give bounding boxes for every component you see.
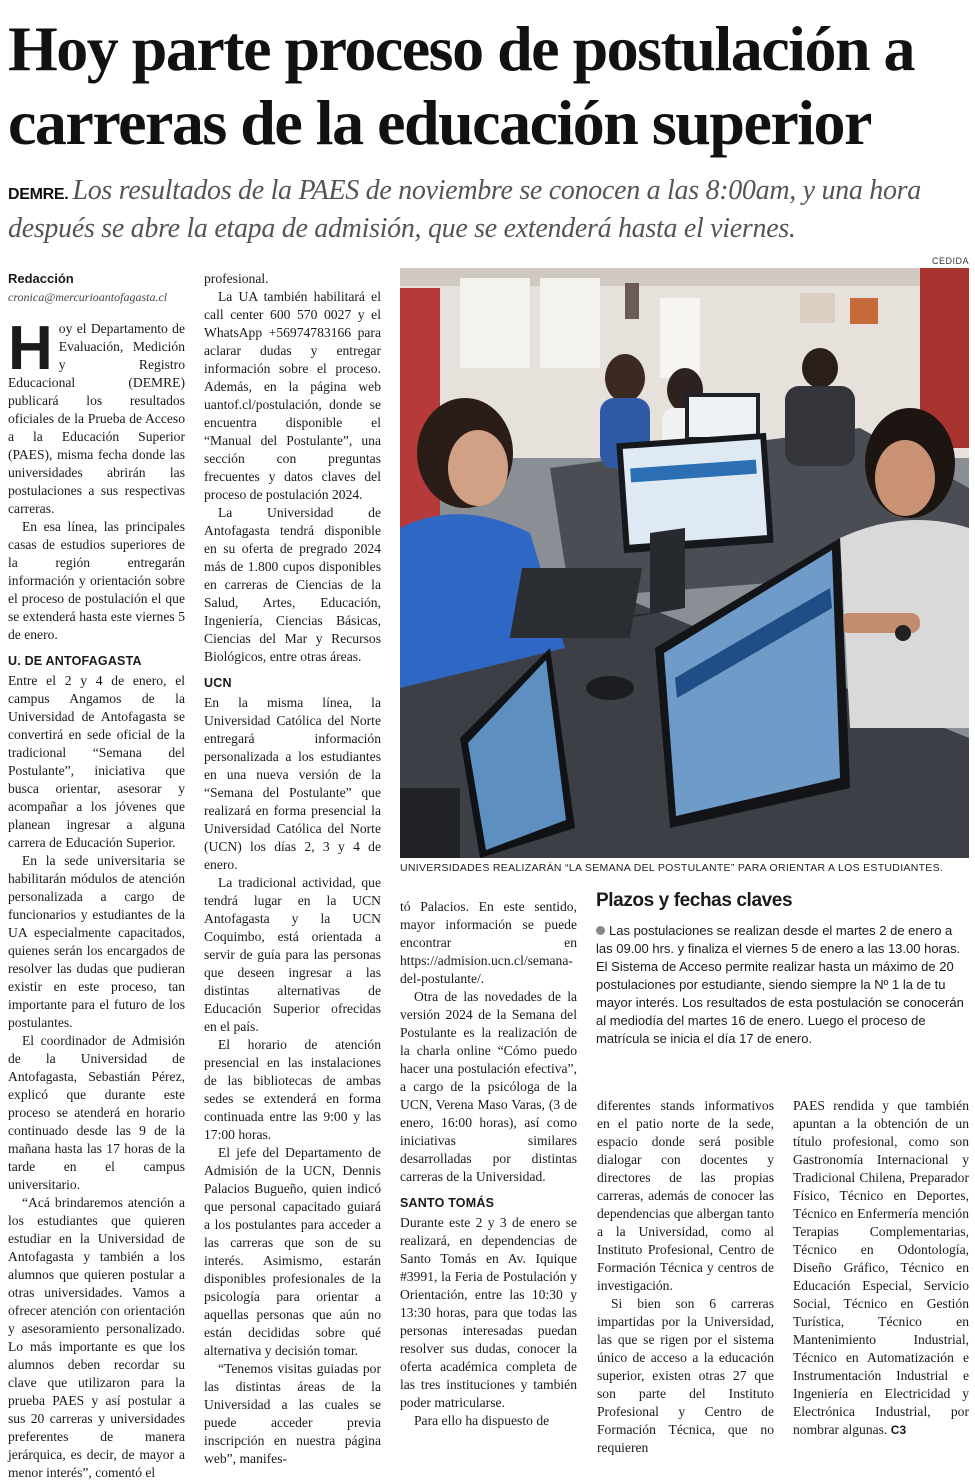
column-3 [400,898,577,1430]
byline-email: cronica@mercurioantofagasta.cl [8,290,168,304]
column-5 [793,1097,969,1439]
key-dates-box [596,890,966,1048]
lead-text: Los resultados de la PAES de noviembre se conocen a las 8:00am, y una hora después se abre la etapa de admisión, que se extenderá hasta el viernes. [8,175,921,244]
key-dates-title: Plazos y fechas claves [596,890,793,911]
article-paragraph: PAES rendida y que también apuntan a la obtención de un título profesional, como son Gastronomía Internacional y Tradicional Chilena, Preparador Físico, Técnico en Deportes, Técnico en Enfermería mención Terapias Complementarias, Técnico en Odontología, Diseño Gráfico, Técnico en Educación Especial, Servicio Social, Técnico en Gestión Turística, Técnico en Mantenimiento Industrial, Técnico en Automatización e Instrumentación Industrial e Ingeniería en Electricidad y Electrónica Industrial, por nombrar algunas. C3 [793,1098,969,1437]
photo-credit: CEDIDA [931,256,969,266]
lead-paragraph [8,174,968,246]
photo-caption: UNIVERSIDADES REALIZARÁN “LA SEMANA DEL POSTULANTE” PARA ORIENTAR A LOS ESTUDIANTES. [400,862,944,874]
article-paragraph: El coordinador de Admisión de la Universidad de Antofagasta, Sebastián Pérez, explicó que durante este proceso se atenderá en horario continuado desde las 9 de la mañana hasta las 17 horas de la tarde en el campus universitario. [8,1033,185,1192]
article-paragraph: El jefe del Departamento de Admisión de la UCN, Dennis Palacios Bugueño, quien indicó que personal capacitado guiará a los postulantes para acceder a las carreras que son de su interés. Asimismo, estarán disponibles profesionales de la psicología para orientar a aquellas personas que aún no están decididas sobre qué alternativa y decisión tomar. [204,1145,381,1358]
byline-author: Redacción [8,271,74,286]
article-paragraph: Para ello ha dispuesto de [414,1413,550,1428]
column-4 [597,1097,774,1457]
drop-cap: H [8,314,53,383]
article-paragraph: Si bien son 6 carreras impartidas por la Universidad, las que se rigen por el sistema único de acceso a la educación superior, existen otras 27 que son parte del Instituto Profesional y Centro de Formación Técnica, que no requieren [597,1296,774,1455]
lead-kicker: DEMRE. [8,186,69,203]
article-paragraph: La UA también habilitará el call center 600 570 0027 y el WhatsApp +56974783166 para aclarar dudas y entregar información sobre el proceso. Además, en la página web uantof.cl/postulación, donde se encuentra disponible el “Manual del Postulante”, una sección con preguntas frecuentes y datos claves del proceso de postulación 2024. [204,289,381,502]
article-photo [400,268,969,858]
article-paragraph: Entre el 2 y 4 de enero, el campus Angamos de la Universidad de Antofagasta se convertirá en sede oficial de la tradicional “Semana del Postulante”, iniciativa que busca orientar, asesorar y acompañar a los jóvenes que planean ingresar a alguna carrera de Educación Superior. [8,673,185,850]
headline: Hoy parte proceso de postulación a carreras de la educación superior [8,13,915,158]
article-paragraph: En la sede universitaria se habilitarán módulos de atención personalizada a cargo de funcionarios y estudiantes de la UA especialmente capacitados, quienes serán los encargados de resolver las dudas que pudieran existir en este proceso, tan importante para el futuro de los postulantes. [8,853,185,1030]
article-paragraph: “Tenemos visitas guiadas por las distintas áreas de la Universidad a las cuales se puede acceder previa inscripción en nuestra página web”, manifes- [204,1361,381,1466]
article-paragraph: tó Palacios. En este sentido, mayor información se puede encontrar en https://admision.ucn.cl/semana-del-postulante/. [400,899,577,986]
section-heading-ua: U. DE ANTOFAGASTA [8,654,142,668]
article-paragraph: Durante este 2 y 3 de enero se realizará, en dependencias de Santo Tomás en Av. Iquique #3991, la Feria de Postulación y Orientación, entre las 10:30 y 13:30 horas, para que todas las personas interesadas puedan resolver sus dudas, conocer la oferta académica completa de las tres instituciones y también poder matricularse. [400,1215,577,1410]
article-paragraph: profesional. [204,271,269,286]
key-dates-text: Las postulaciones se realizan desde el martes 2 de enero a las 09.00 hrs. y finaliza el viernes 5 de enero a las 13.00 horas. El Sistema de Acceso permite realizar hasta un máximo de 20 postulaciones por estudiante, siendo siempre la Nº 1 la de tu mayor interés. Los resultados de esta postulación se conocerán al mediodía del martes 16 de enero. Luego el proceso de matrícula se inicia el día 17 de enero. [596,923,964,1046]
article-paragraph: “Acá brindaremos atención a los estudiantes que quieren estudiar en la Universidad de Antofagasta y también a los alumnos que quieren postular a otras universidades. Vamos a ofrecer atención con orientación y asesoramiento personalizado. Lo más importante es que los alumnos deben recordar su clave que utilizaron para la prueba PAES y así postular a sus 20 carreras y universidades preferentes de manera jerárquica, es decir, de mayor a menor interés”, comentó el [8,1195,185,1480]
column-2 [204,270,381,1468]
bullet-icon [596,926,605,935]
column-1 [8,270,185,1482]
section-heading-santo-tomas: SANTO TOMÁS [400,1196,495,1210]
article-paragraph: Otra de las novedades de la versión 2024 de la Semana del Postulante es la realización de la charla online “Cómo puedo hacer una postulación efectiva”, a cargo de la psicóloga de la UCN, Verena Maso Varas, (3 de enero, 16:00 horas), así como iniciativas similares desarrolladas por distintas carreras de la Universidad. [400,989,577,1184]
article-paragraph: En esa línea, las principales casas de estudios superiores de la región entregarán información y orientación sobre el proceso de postulación el que se extenderá hasta este viernes 5 de enero. [8,519,185,642]
article-paragraph: La Universidad de Antofagasta tendrá disponible en su oferta de pregrado 2024 más de 1.800 cupos disponibles en carreras de Ciencias de la Salud, Artes, Educación, Ingeniería, Ciencias Básicas, Ciencias del Mar y Recursos Biológicos, entre otras áreas. [204,505,381,664]
article-paragraph: El horario de atención presencial en las instalaciones de las bibliotecas de ambas sedes se extenderá en forma continuada entre las 9:00 y las 17:00 horas. [204,1037,381,1142]
article-paragraph: Hoy el Departamento de Evaluación, Medición y Registro Educacional (DEMRE) publicará los resultados oficiales de la Prueba de Acceso a la Educación Superior (PAES), misma fecha donde las universidades abrirán las postulaciones a sus respectivas carreras. [8,314,185,516]
article-paragraph: La tradicional actividad, que tendrá lugar en la UCN Antofagasta y la UCN Coquimbo, está orientada a servir de guía para las personas que deseen ingresar a las distintas alternativas de Educación Superior ofrecidas en el país. [204,875,381,1034]
article-paragraph: diferentes stands informativos en el patio norte de la sede, espacio donde será posible dialogar con docentes y directores de las propias carreras, además de conocer las dependencias que albergan tanto a la Universidad, como al Instituto Profesional, Centro de Formación Técnica y centros de investigación. [597,1098,774,1293]
article-paragraph: En la misma línea, la Universidad Católica del Norte entregará información personalizada a los estudiantes en una nueva versión de la “Semana del Postulante” que realizará en forma presencial la Universidad Católica del Norte (UCN) los días 2, 3 y 4 de enero. [204,695,381,872]
end-mark: C3 [890,1423,907,1437]
section-heading-ucn: UCN [204,676,232,690]
